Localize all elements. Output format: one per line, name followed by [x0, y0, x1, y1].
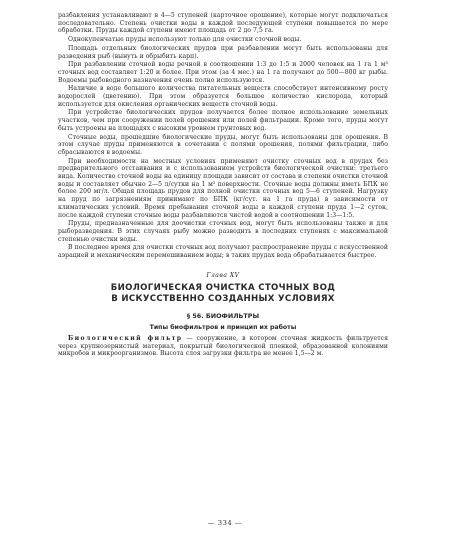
term-lead: Биологический фильтр — [68, 334, 183, 342]
paragraph-body: — сооружение, в котором сточная жидкость фильтруется через крупнозернистый материал, покрытый биологической пленкой, образованной колониями микробов и микроорганизмов. Высота слоя загрузки фильтра не менее 1,5—2 м. — [58, 334, 388, 358]
paragraph: При устройстве биологических прудов получается более полное использование земельных участков, чем при сооружении полей орошения или полей фильтрации. Кроме того, пруды могут быть устроены на площадях с высоким уровнем грунтовых вод. — [58, 109, 388, 132]
paragraph: Пруды, предназначенные для доочистки сточных вод, могут быть использованы также и для рыборазведения. В этих случаях рыбу можно разводить в последних ступенях с максимальной степенью очистки воды. — [58, 220, 388, 243]
paragraph: Сточные воды, прошедшие биологические пруды, могут быть использованы для орошения. В этом случае пруды применяются в сочетании с полями орошения, полями фильтрации, либо сбрасываются в водоемы. — [58, 133, 388, 156]
paragraph: Однокупенчатые пруды используют только для очистки сточной воды. — [68, 36, 302, 44]
page-number: — 334 — — [207, 519, 243, 527]
paragraph: В последнее время для очистки сточных вод получают распространение пруды с искусственной аэрацией и механическим перемешиванием воды; в таких прудах вода обрабатывается быстрее. — [58, 244, 388, 260]
paragraph: Наличие в воде большого количества питательных веществ способствует интенсивному росту водорослей (цветению). При этом образуется большое количество кислорода, который используется для окисления органических веществ сточной воды. — [58, 85, 388, 108]
chapter-title-line: В ИСКУССТВЕННО СОЗДАННЫХ УСЛОВИЯХ — [111, 293, 335, 304]
subsection-title: Типы биофильтров и принцип их работы — [149, 323, 297, 331]
section-title: § 56. БИОФИЛЬТРЫ — [186, 311, 260, 320]
paragraph — [58, 335, 388, 358]
chapter-title — [58, 283, 388, 305]
paragraph: При необходимости на местных условиях применяют очистку сточных вод в прудах без предварительного отстаивания и с использованием устройств биологической очистки: третьего вида. Количество сточной воды на единицу площади зависит от состава и степени очистки сточной воды и составляет обычно 2—5 л/сутки на 1 м² поверхности. Сточные воды должны иметь БПК не более 200 мг/л. Общая площадь прудов для полной очистки сточных вод 5—6 ступеней. Нагрузку на пруд по загрязнениям принимают по БПК (кг/сут. на 1 га пруда) в зависимости от климатических условий. Время пребывания сточной воды в каждой ступени пруда 1—2 суток, после каждой ступени сточные воды разбавляются чистой водой в соотношении 1:3—1:5. — [58, 157, 388, 219]
paragraph: Площадь отдельных биологических прудов при разбавлении могут быть использованы для разведения рыб (вынуть и обрыбить карп). — [58, 44, 388, 60]
paragraph: разбавления устанавливают в 4—5 ступеней (карточное орошение), которые могут подключаться последовательно. Степень очистки воды в каждой последующей ступени повышается по мере обработки. Пруды каждой ступени имеют площадь от 2 до 7,5 га. — [58, 12, 388, 35]
paragraph: При разбавлении сточной воды речной в соотношении 1:3 до 1:5 и 2000 человек на 1 га 1 м³ сточных вод составляет 1:20 и более. При этом (за 4 мес.) на 1 га получают до 500—800 кг рыбы. Водоемы рыбоводного назначения очень полно используются. — [58, 61, 388, 84]
chapter-title-line: БИОЛОГИЧЕСКАЯ ОЧИСТКА СТОЧНЫХ ВОД — [110, 282, 336, 293]
chapter-label: Глава XV — [206, 271, 240, 279]
